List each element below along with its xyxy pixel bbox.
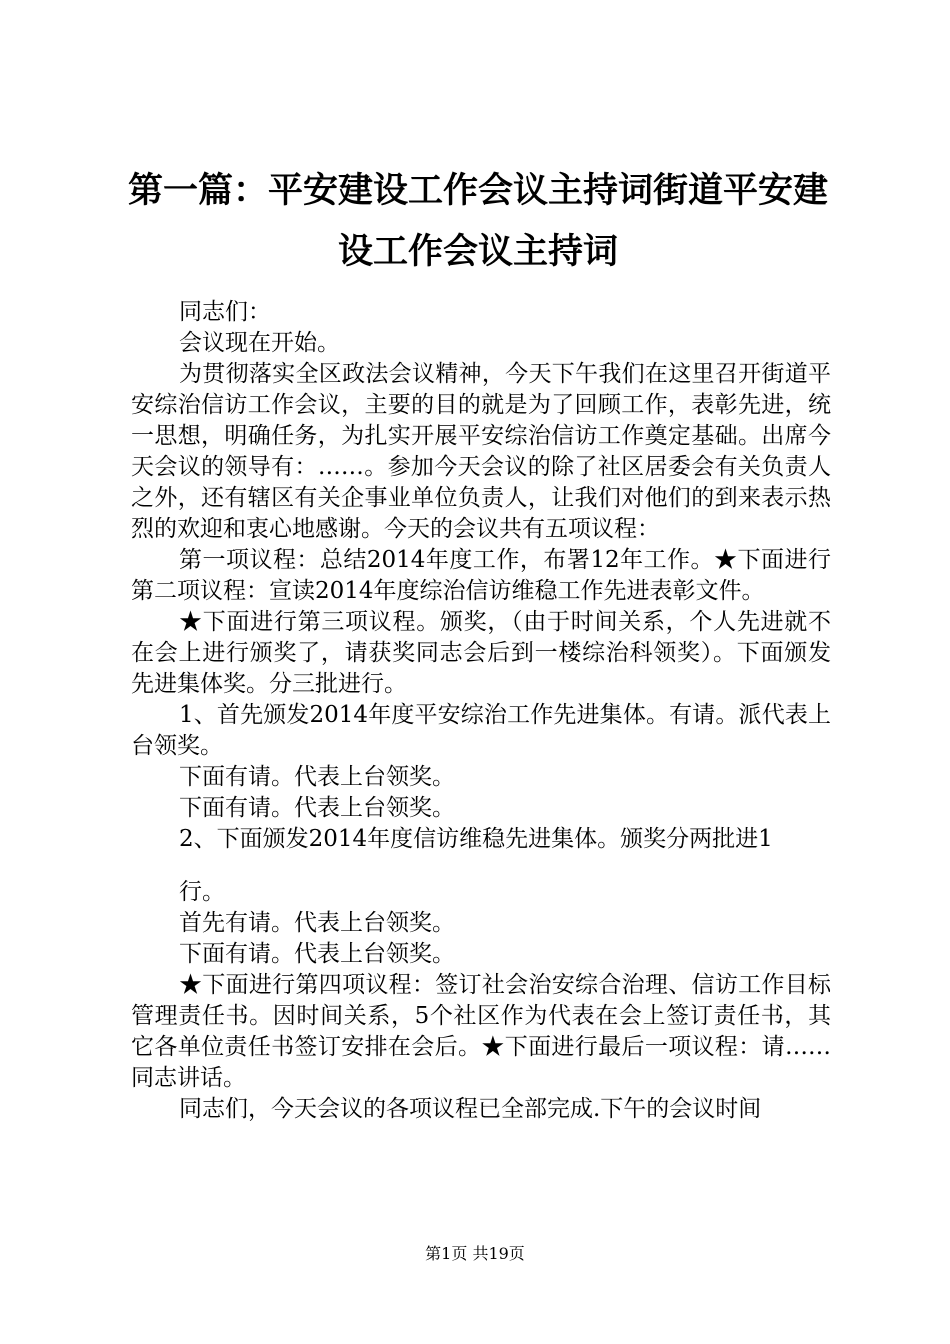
paragraph-award-call: 下面有请。代表上台领奖。 (179, 764, 455, 790)
title-line-1: 第一篇：平安建设工作会议主持词街道平安建 (127, 170, 828, 211)
paragraph-award-batch-2: 2、下面颁发2014年度信访维稳先进集体。颁奖分两批进1 (179, 826, 773, 852)
paragraph-award-call: 下面有请。代表上台领奖。 (179, 795, 455, 821)
paragraph-agenda-3: ★下面进行第三项议程。颁奖，（由于时间关系，个人先进就不在会上进行颁奖了，请获奖同志会后到一楼综治科领奖）。下面颁发先进集体奖。分三批进行。 (131, 609, 831, 697)
paragraph-purpose: 为贯彻落实全区政法会议精神，今天下午我们在这里召开街道平安综治信访工作会议，主要的目的就是为了回顾工作，表彰先进，统一思想，明确任务，为扎实开展平安综治信访工作奠定基础。出席今天会议的领导有：……。参加今天会议的除了社区居委会有关负责人之外，还有辖区有关企事业单位负责人，让我们对他们的到来表示热烈的欢迎和衷心地感谢。今天的会议共有五项议程： (131, 361, 831, 542)
title-line-2: 设工作会议主持词 (337, 231, 618, 272)
page-indicator: 第1页 共19页 (425, 1244, 525, 1263)
paragraph-award-call: 首先有请。代表上台领奖。 (179, 910, 455, 936)
paragraph-closing: 同志们，今天会议的各项议程已全部完成.下午的会议时间 (179, 1096, 762, 1122)
paragraph-agenda-4-5: ★下面进行第四项议程：签订社会治安综合治理、信访工作目标管理责任书。因时间关系，5个社区作为代表在会上签订责任书，其它各单位责任书签订安排在会后。★下面进行最后一项议程：请……同志讲话。 (131, 972, 831, 1091)
document-title (118, 160, 838, 282)
document-body (131, 297, 831, 1125)
paragraph-award-batch-1: 1、首先颁发2014年度平安综治工作先进集体。有请。派代表上台领奖。 (131, 702, 831, 759)
paragraph-award-call: 下面有请。代表上台领奖。 (179, 941, 455, 967)
paragraph-award-batch-2-cont: 行。 (179, 879, 225, 905)
paragraph-opening: 会议现在开始。 (179, 330, 340, 356)
paragraph-salutation: 同志们： (179, 299, 271, 325)
paragraph-agenda-1-2: 第一项议程：总结2014年度工作，布署12年工作。★下面进行第二项议程：宣读2014年度综治信访维稳工作先进表彰文件。 (131, 547, 831, 604)
